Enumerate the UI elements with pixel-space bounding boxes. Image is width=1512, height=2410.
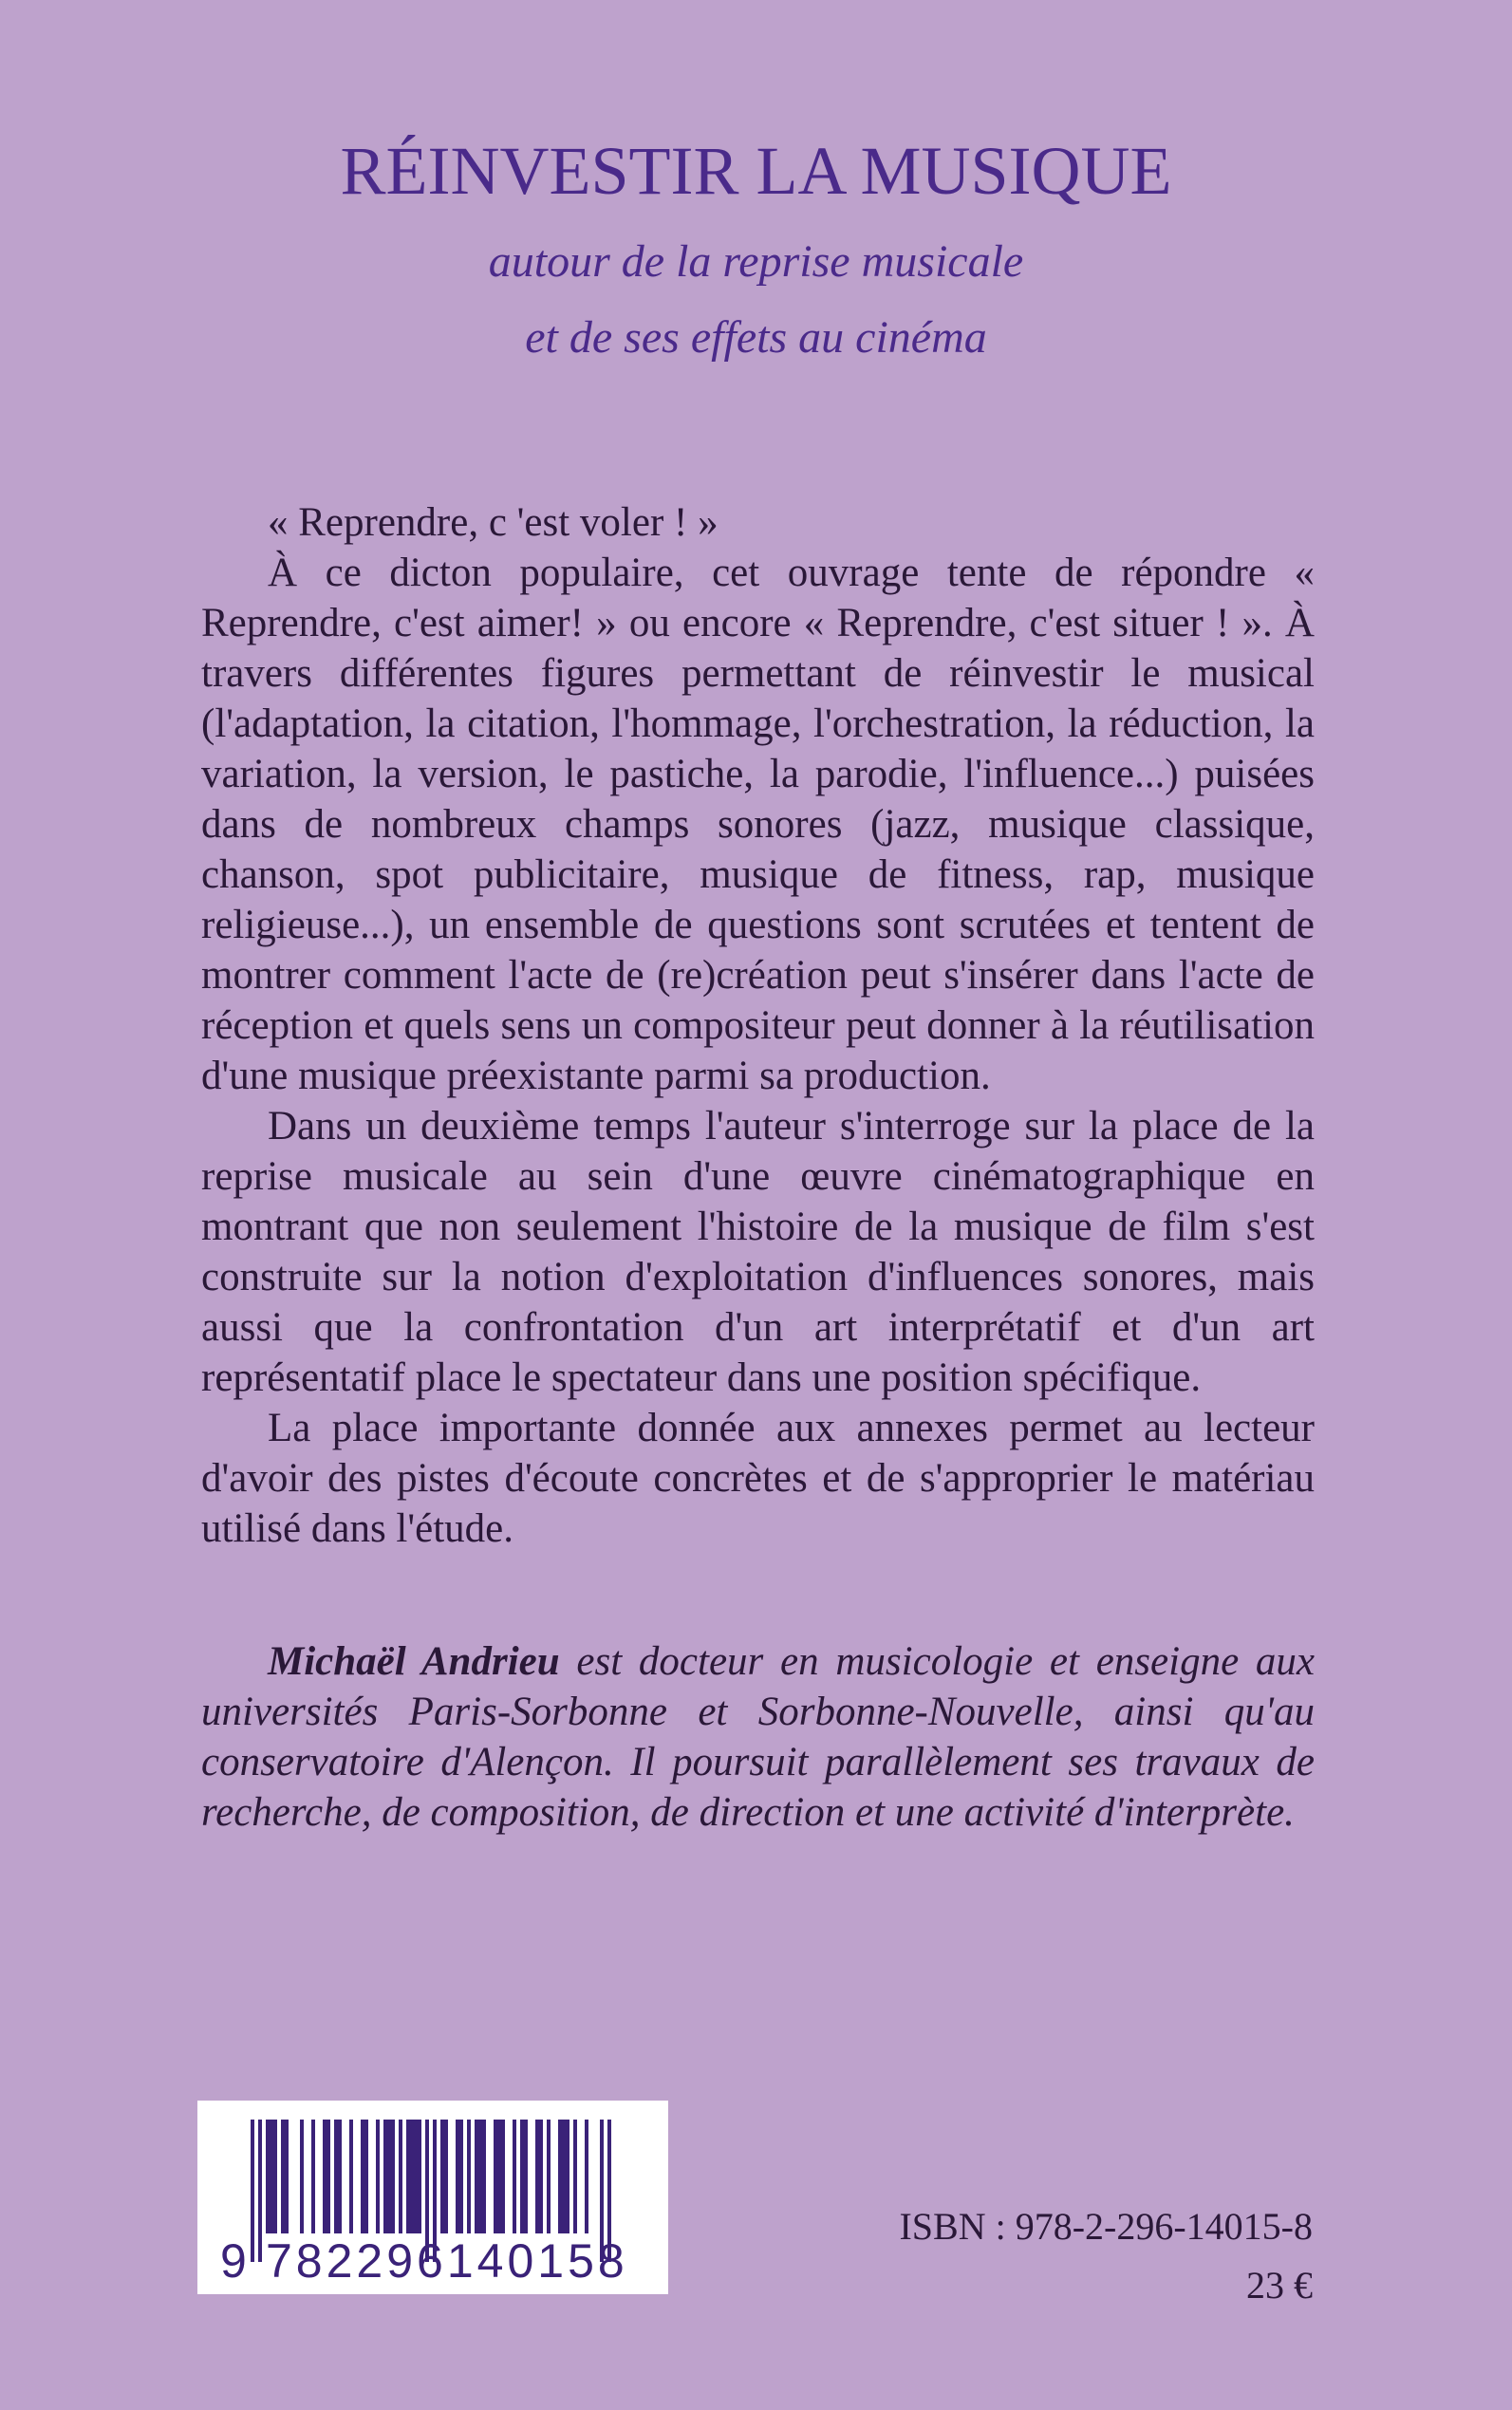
barcode-bar [494, 2120, 497, 2233]
book-title: RÉINVESTIR LA MUSIQUE [340, 133, 1172, 209]
barcode-bar [376, 2120, 380, 2233]
barcode-bar [440, 2120, 444, 2233]
barcode-bar [323, 2120, 327, 2233]
barcode-bar [273, 2120, 277, 2233]
barcode-bar [558, 2120, 562, 2233]
barcode-bar [467, 2120, 471, 2233]
barcode-bar [338, 2120, 342, 2233]
author-bio [201, 1636, 1315, 1838]
isbn-barcode [197, 2101, 668, 2294]
barcode-bar [349, 2120, 353, 2233]
isbn-number: ISBN : 978-2-296-14015-8 [899, 2205, 1313, 2248]
barcode-remaining-digits: 782296140158 [266, 2234, 628, 2288]
barcode-bar [285, 2120, 289, 2233]
barcode-bar [520, 2120, 524, 2233]
barcode-bar [281, 2120, 285, 2233]
barcode-bar [418, 2120, 421, 2233]
barcode-bar [334, 2120, 338, 2233]
blurb-paragraph-1: « Reprendre, c 'est voler ! » [268, 500, 719, 545]
barcode-bar [456, 2120, 459, 2233]
barcode-bar [566, 2120, 569, 2233]
barcode-bar [414, 2120, 418, 2233]
barcode-bar [270, 2120, 273, 2233]
book-subtitle-line-2: et de ses effets au cinéma [525, 312, 987, 363]
author-name: Michaël Andrieu [268, 1639, 560, 1684]
blurb-paragraph-3: Dans un deuxième temps l'auteur s'interroge sur la place de la reprise musicale au sein d'une œuvre cinématographique en montrant que non seulement l'histoire de la musique de film s'est construite sur la notion d'exploitation d'influences sonores, mais aussi que la confrontation d'un art interprétatif et d'un art représentatif place le spectateur dans une position spécifique. [201, 1104, 1315, 1400]
blurb-paragraph-2: À ce dicton populaire, cet ouvrage tente de répondre « Reprendre, c'est aimer! » ou encore « Reprendre, c'est situer ! ». À travers différentes figures permettant de réinvestir le musical (l'adaptation, la citation, l'hommage, l'orchestration, la réduction, la variation, la version, le pastiche, la parodie, l'influence...) puisées dans de nombreux champs sonores (jazz, musique classique, chanson, spot publicitaire, musique de fitness, rap, musique religieuse...), un ensemble de questions sont scrutées et tentent de montrer comment l'acte de (re)création peut s'insérer dans l'acte de réception et quels sens un compositeur peut donner à la réutilisation d'une musique préexistante parmi sa production. [201, 551, 1315, 1098]
barcode-bar [391, 2120, 395, 2233]
barcode-bar [327, 2120, 330, 2233]
price: 23 € [1246, 2264, 1313, 2307]
barcode-bar [482, 2120, 486, 2233]
book-subtitle-line-1: autour de la reprise musicale [488, 236, 1024, 287]
barcode-bar [459, 2120, 463, 2233]
barcode-bar [311, 2120, 315, 2233]
barcode-bar [513, 2120, 516, 2233]
barcode-bar [478, 2120, 482, 2233]
barcode-bar [524, 2120, 528, 2233]
barcode-bar [547, 2120, 551, 2233]
barcode-bar [497, 2120, 501, 2233]
barcode-bar [300, 2120, 304, 2233]
blurb-paragraph-4: La place importante donnée aux annexes permet au lecteur d'avoir des pistes d'écoute concrètes et de s'approprier le matériau utilisé dans l'étude. [201, 1406, 1315, 1551]
barcode-bar [539, 2120, 543, 2233]
barcode-bar [361, 2120, 364, 2233]
barcode-digits [197, 2233, 668, 2289]
barcode-bar [266, 2120, 270, 2233]
barcode-bar [364, 2120, 368, 2233]
barcode-bar [406, 2120, 410, 2233]
blurb-text [201, 497, 1315, 1554]
barcode-bar [444, 2120, 448, 2233]
barcode-bar [410, 2120, 414, 2233]
barcode-bar [387, 2120, 391, 2233]
barcode-bar [562, 2120, 566, 2233]
barcode-bar [501, 2120, 505, 2233]
barcode-bar [573, 2120, 577, 2233]
barcode-bar [585, 2120, 588, 2233]
barcode-first-digit: 9 [220, 2234, 247, 2288]
author-bio-text: est docteur en musicologie et enseigne aux universités Paris-Sorbonne et Sorbonne-Nouvelle, ainsi qu'au conservatoire d'Alençon. Il poursuit parallèlement ses travaux de recherche, de composition, de direction et une activité d'interprète. [201, 1639, 1315, 1835]
barcode-bar [535, 2120, 539, 2233]
barcode-bar [399, 2120, 402, 2233]
barcode-bar [475, 2120, 478, 2233]
barcode-bar [383, 2120, 387, 2233]
